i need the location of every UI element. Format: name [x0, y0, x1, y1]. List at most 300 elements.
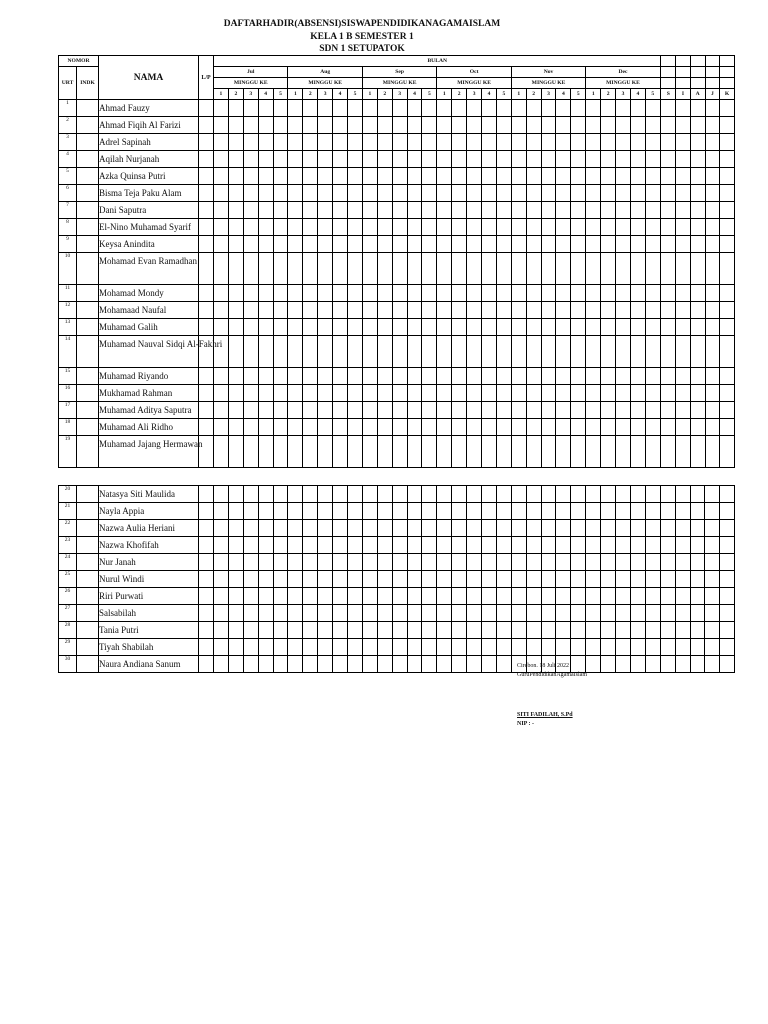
attendance-cell	[467, 554, 482, 571]
attendance-cell	[362, 537, 377, 554]
header-week-number: 1	[214, 89, 229, 100]
attendance-cell	[452, 503, 467, 520]
attendance-cell	[348, 253, 363, 285]
attendance-cell	[526, 236, 541, 253]
attendance-cell	[571, 117, 586, 134]
attendance-cell	[407, 419, 422, 436]
attendance-cell	[407, 605, 422, 622]
attendance-cell	[601, 622, 616, 639]
student-number: 11	[59, 285, 77, 302]
attendance-cell	[362, 588, 377, 605]
attendance-cell	[511, 151, 526, 168]
summary-cell	[676, 151, 691, 168]
attendance-cell	[601, 656, 616, 673]
attendance-cell	[452, 302, 467, 319]
attendance-cell	[422, 219, 437, 236]
attendance-cell	[362, 117, 377, 134]
attendance-cell	[318, 503, 333, 520]
attendance-cell	[288, 605, 303, 622]
summary-cell	[705, 236, 720, 253]
attendance-cell	[630, 134, 645, 151]
student-name: Adrel Sapinah	[99, 134, 199, 151]
attendance-cell	[214, 656, 229, 673]
attendance-cell	[228, 168, 243, 185]
header-week-number: 2	[452, 89, 467, 100]
attendance-cell	[541, 202, 556, 219]
attendance-cell	[556, 385, 571, 402]
student-number: 2	[59, 117, 77, 134]
attendance-cell	[482, 285, 497, 302]
student-number: 14	[59, 336, 77, 368]
attendance-cell	[258, 605, 273, 622]
attendance-cell	[392, 385, 407, 402]
student-lp-cell	[199, 385, 214, 402]
attendance-cell	[303, 571, 318, 588]
attendance-cell	[601, 285, 616, 302]
attendance-cell	[482, 336, 497, 368]
attendance-cell	[362, 336, 377, 368]
attendance-cell	[437, 219, 452, 236]
attendance-cell	[392, 537, 407, 554]
attendance-cell	[214, 117, 229, 134]
attendance-cell	[645, 368, 660, 385]
attendance-cell	[452, 368, 467, 385]
attendance-cell	[407, 486, 422, 503]
attendance-cell	[586, 302, 601, 319]
summary-cell	[705, 385, 720, 402]
attendance-cell	[616, 385, 631, 402]
summary-cell	[705, 285, 720, 302]
attendance-cell	[407, 117, 422, 134]
attendance-cell	[645, 285, 660, 302]
attendance-cell	[526, 588, 541, 605]
summary-cell	[719, 622, 734, 639]
summary-cell	[690, 302, 705, 319]
attendance-cell	[392, 219, 407, 236]
attendance-cell	[496, 202, 511, 219]
attendance-cell	[377, 520, 392, 537]
attendance-cell	[556, 419, 571, 436]
student-lp-cell	[199, 588, 214, 605]
student-name: Muhamad Galih	[99, 319, 199, 336]
summary-cell	[690, 202, 705, 219]
attendance-cell	[496, 100, 511, 117]
attendance-cell	[571, 336, 586, 368]
attendance-cell	[511, 419, 526, 436]
header-minggu-ke: MINGGU KE	[511, 78, 585, 89]
summary-cell	[661, 117, 676, 134]
attendance-cell	[258, 302, 273, 319]
attendance-cell	[288, 168, 303, 185]
attendance-cell	[214, 571, 229, 588]
attendance-cell	[214, 402, 229, 419]
attendance-cell	[511, 402, 526, 419]
attendance-cell	[526, 219, 541, 236]
attendance-cell	[482, 639, 497, 656]
attendance-cell	[571, 302, 586, 319]
attendance-cell	[630, 656, 645, 673]
attendance-cell	[392, 656, 407, 673]
attendance-cell	[333, 503, 348, 520]
attendance-cell	[601, 571, 616, 588]
attendance-cell	[214, 236, 229, 253]
attendance-cell	[482, 385, 497, 402]
attendance-cell	[228, 185, 243, 202]
attendance-table-header	[59, 56, 735, 100]
student-number: 27	[59, 605, 77, 622]
attendance-cell	[348, 100, 363, 117]
attendance-cell	[214, 219, 229, 236]
attendance-cell	[228, 537, 243, 554]
attendance-cell	[228, 622, 243, 639]
attendance-cell	[601, 151, 616, 168]
attendance-cell	[586, 503, 601, 520]
summary-cell	[661, 588, 676, 605]
attendance-cell	[616, 520, 631, 537]
summary-cell	[690, 117, 705, 134]
attendance-cell	[258, 537, 273, 554]
student-row	[59, 100, 735, 117]
attendance-cell	[243, 336, 258, 368]
attendance-cell	[228, 302, 243, 319]
attendance-cell	[541, 588, 556, 605]
attendance-cell	[318, 605, 333, 622]
attendance-cell	[377, 151, 392, 168]
attendance-cell	[228, 285, 243, 302]
attendance-cell	[586, 151, 601, 168]
attendance-cell	[452, 537, 467, 554]
attendance-cell	[318, 168, 333, 185]
attendance-cell	[377, 236, 392, 253]
attendance-cell	[377, 402, 392, 419]
document-title: DAFTARHADIR(ABSENSI)SISWAPENDIDIKANAGAMAISLAM	[223, 19, 501, 29]
attendance-cell	[214, 622, 229, 639]
student-lp-cell	[199, 503, 214, 520]
student-lp-cell	[199, 185, 214, 202]
student-number: 4	[59, 151, 77, 168]
attendance-cell	[511, 117, 526, 134]
attendance-cell	[437, 537, 452, 554]
attendance-cell	[422, 185, 437, 202]
summary-cell	[705, 302, 720, 319]
attendance-cell	[362, 368, 377, 385]
attendance-cell	[437, 402, 452, 419]
attendance-cell	[362, 402, 377, 419]
attendance-table-body-continued	[59, 486, 735, 673]
student-number: 15	[59, 368, 77, 385]
attendance-cell	[541, 236, 556, 253]
attendance-cell	[407, 185, 422, 202]
attendance-cell	[258, 253, 273, 285]
header-summary-j: J	[705, 89, 720, 100]
attendance-cell	[228, 520, 243, 537]
attendance-cell	[243, 537, 258, 554]
attendance-cell	[243, 571, 258, 588]
attendance-cell	[616, 100, 631, 117]
summary-cell	[719, 537, 734, 554]
student-lp-cell	[199, 151, 214, 168]
summary-cell	[661, 168, 676, 185]
summary-cell	[661, 571, 676, 588]
attendance-cell	[392, 302, 407, 319]
student-name: Mukhamad Rahman	[99, 385, 199, 402]
attendance-cell	[616, 402, 631, 419]
attendance-cell	[496, 385, 511, 402]
attendance-cell	[228, 571, 243, 588]
attendance-cell	[392, 151, 407, 168]
summary-cell	[720, 319, 735, 336]
student-number: 12	[59, 302, 77, 319]
attendance-cell	[333, 605, 348, 622]
summary-cell	[690, 402, 705, 419]
attendance-cell	[303, 639, 318, 656]
attendance-cell	[333, 202, 348, 219]
student-number: 1	[59, 100, 77, 117]
student-name: Dani Saputra	[99, 202, 199, 219]
attendance-cell	[586, 419, 601, 436]
attendance-cell	[482, 656, 497, 673]
attendance-cell	[377, 436, 392, 468]
attendance-cell	[377, 571, 392, 588]
attendance-cell	[556, 319, 571, 336]
attendance-cell	[362, 285, 377, 302]
summary-cell	[676, 100, 691, 117]
student-lp-cell	[199, 419, 214, 436]
summary-cell	[719, 639, 734, 656]
summary-cell	[675, 588, 690, 605]
summary-cell	[705, 605, 720, 622]
attendance-cell	[496, 503, 511, 520]
attendance-cell	[407, 100, 422, 117]
student-indk-cell	[77, 656, 99, 673]
attendance-cell	[333, 151, 348, 168]
attendance-cell	[437, 336, 452, 368]
attendance-cell	[333, 385, 348, 402]
attendance-cell	[377, 134, 392, 151]
student-lp-cell	[199, 639, 214, 656]
attendance-cell	[437, 486, 452, 503]
attendance-cell	[407, 554, 422, 571]
student-name: Muhamad Jajang Hermawan	[99, 436, 199, 468]
attendance-cell	[437, 100, 452, 117]
attendance-cell	[258, 385, 273, 402]
summary-cell	[690, 253, 705, 285]
attendance-cell	[362, 605, 377, 622]
attendance-cell	[258, 185, 273, 202]
attendance-cell	[422, 236, 437, 253]
attendance-cell	[348, 520, 363, 537]
summary-cell	[676, 336, 691, 368]
attendance-cell	[645, 319, 660, 336]
attendance-cell	[303, 285, 318, 302]
header-week-number: 3	[318, 89, 333, 100]
student-row	[59, 168, 735, 185]
attendance-cell	[645, 503, 660, 520]
student-row	[59, 520, 735, 537]
student-row	[59, 285, 735, 302]
attendance-cell	[214, 639, 229, 656]
summary-cell	[661, 368, 676, 385]
attendance-cell	[452, 622, 467, 639]
student-name: Salsabilah	[99, 605, 199, 622]
attendance-cell	[452, 605, 467, 622]
attendance-cell	[601, 100, 616, 117]
student-lp-cell	[199, 656, 214, 673]
summary-cell	[676, 202, 691, 219]
student-row	[59, 419, 735, 436]
attendance-cell	[511, 639, 526, 656]
attendance-cell	[601, 419, 616, 436]
attendance-cell	[616, 319, 631, 336]
attendance-cell	[258, 368, 273, 385]
attendance-cell	[422, 554, 437, 571]
attendance-cell	[526, 605, 541, 622]
attendance-cell	[318, 319, 333, 336]
attendance-cell	[482, 419, 497, 436]
attendance-cell	[541, 537, 556, 554]
attendance-cell	[228, 402, 243, 419]
attendance-cell	[377, 503, 392, 520]
attendance-cell	[258, 639, 273, 656]
attendance-cell	[362, 302, 377, 319]
attendance-cell	[571, 100, 586, 117]
summary-cell	[719, 588, 734, 605]
attendance-cell	[348, 368, 363, 385]
summary-cell	[676, 436, 691, 468]
student-indk-cell	[77, 117, 99, 134]
student-number: 23	[59, 537, 77, 554]
attendance-cell	[496, 151, 511, 168]
attendance-cell	[645, 436, 660, 468]
student-number: 10	[59, 253, 77, 285]
attendance-cell	[586, 368, 601, 385]
summary-cell	[690, 285, 705, 302]
attendance-cell	[377, 605, 392, 622]
summary-cell	[705, 319, 720, 336]
student-lp-cell	[199, 605, 214, 622]
attendance-cell	[333, 537, 348, 554]
student-row	[59, 368, 735, 385]
student-indk-cell	[77, 219, 99, 236]
attendance-cell	[616, 134, 631, 151]
attendance-cell	[318, 285, 333, 302]
attendance-cell	[526, 537, 541, 554]
attendance-cell	[243, 419, 258, 436]
student-indk-cell	[77, 402, 99, 419]
attendance-cell	[333, 622, 348, 639]
summary-cell	[720, 168, 735, 185]
header-week-number: 4	[630, 89, 645, 100]
attendance-cell	[496, 639, 511, 656]
attendance-cell	[571, 486, 586, 503]
summary-cell	[705, 368, 720, 385]
attendance-cell	[228, 100, 243, 117]
attendance-cell	[586, 571, 601, 588]
attendance-cell	[273, 253, 288, 285]
header-blank-cell	[661, 56, 676, 67]
attendance-cell	[214, 285, 229, 302]
attendance-cell	[571, 537, 586, 554]
attendance-cell	[392, 571, 407, 588]
attendance-cell	[243, 656, 258, 673]
attendance-cell	[630, 520, 645, 537]
attendance-cell	[511, 368, 526, 385]
attendance-cell	[482, 185, 497, 202]
summary-cell	[720, 236, 735, 253]
student-row	[59, 219, 735, 236]
student-indk-cell	[77, 622, 99, 639]
attendance-cell	[645, 151, 660, 168]
attendance-cell	[437, 236, 452, 253]
attendance-cell	[392, 436, 407, 468]
attendance-cell	[452, 554, 467, 571]
attendance-cell	[526, 436, 541, 468]
attendance-cell	[377, 622, 392, 639]
attendance-table-body	[59, 100, 735, 468]
attendance-cell	[214, 134, 229, 151]
attendance-cell	[467, 436, 482, 468]
student-number: 29	[59, 639, 77, 656]
attendance-cell	[273, 385, 288, 402]
student-name: Muhamad Nauval Sidqi Al-Fakhri	[99, 336, 199, 368]
attendance-cell	[452, 185, 467, 202]
attendance-cell	[541, 368, 556, 385]
attendance-cell	[556, 520, 571, 537]
attendance-cell	[556, 202, 571, 219]
attendance-cell	[333, 236, 348, 253]
attendance-cell	[571, 285, 586, 302]
attendance-cell	[273, 554, 288, 571]
summary-cell	[661, 639, 676, 656]
attendance-cell	[601, 402, 616, 419]
header-week-number: 4	[556, 89, 571, 100]
attendance-cell	[258, 236, 273, 253]
attendance-cell	[348, 656, 363, 673]
attendance-cell	[601, 185, 616, 202]
attendance-cell	[496, 520, 511, 537]
header-week-number: 4	[333, 89, 348, 100]
attendance-cell	[437, 151, 452, 168]
attendance-cell	[333, 588, 348, 605]
attendance-cell	[348, 554, 363, 571]
attendance-cell	[645, 100, 660, 117]
summary-cell	[690, 385, 705, 402]
attendance-cell	[333, 302, 348, 319]
summary-cell	[661, 236, 676, 253]
attendance-cell	[228, 588, 243, 605]
attendance-cell	[452, 219, 467, 236]
header-blank-cell	[720, 78, 735, 89]
header-month: Oct	[437, 67, 511, 78]
summary-cell	[676, 219, 691, 236]
attendance-cell	[258, 202, 273, 219]
summary-cell	[675, 605, 690, 622]
attendance-cell	[303, 151, 318, 168]
attendance-cell	[362, 436, 377, 468]
attendance-cell	[467, 134, 482, 151]
summary-cell	[690, 571, 705, 588]
attendance-cell	[616, 202, 631, 219]
attendance-cell	[318, 219, 333, 236]
student-name: Muhamad Aditya Saputra	[99, 402, 199, 419]
attendance-cell	[616, 185, 631, 202]
attendance-cell	[467, 285, 482, 302]
attendance-cell	[616, 656, 631, 673]
attendance-cell	[258, 486, 273, 503]
student-row	[59, 117, 735, 134]
summary-cell	[661, 436, 676, 468]
attendance-cell	[392, 605, 407, 622]
